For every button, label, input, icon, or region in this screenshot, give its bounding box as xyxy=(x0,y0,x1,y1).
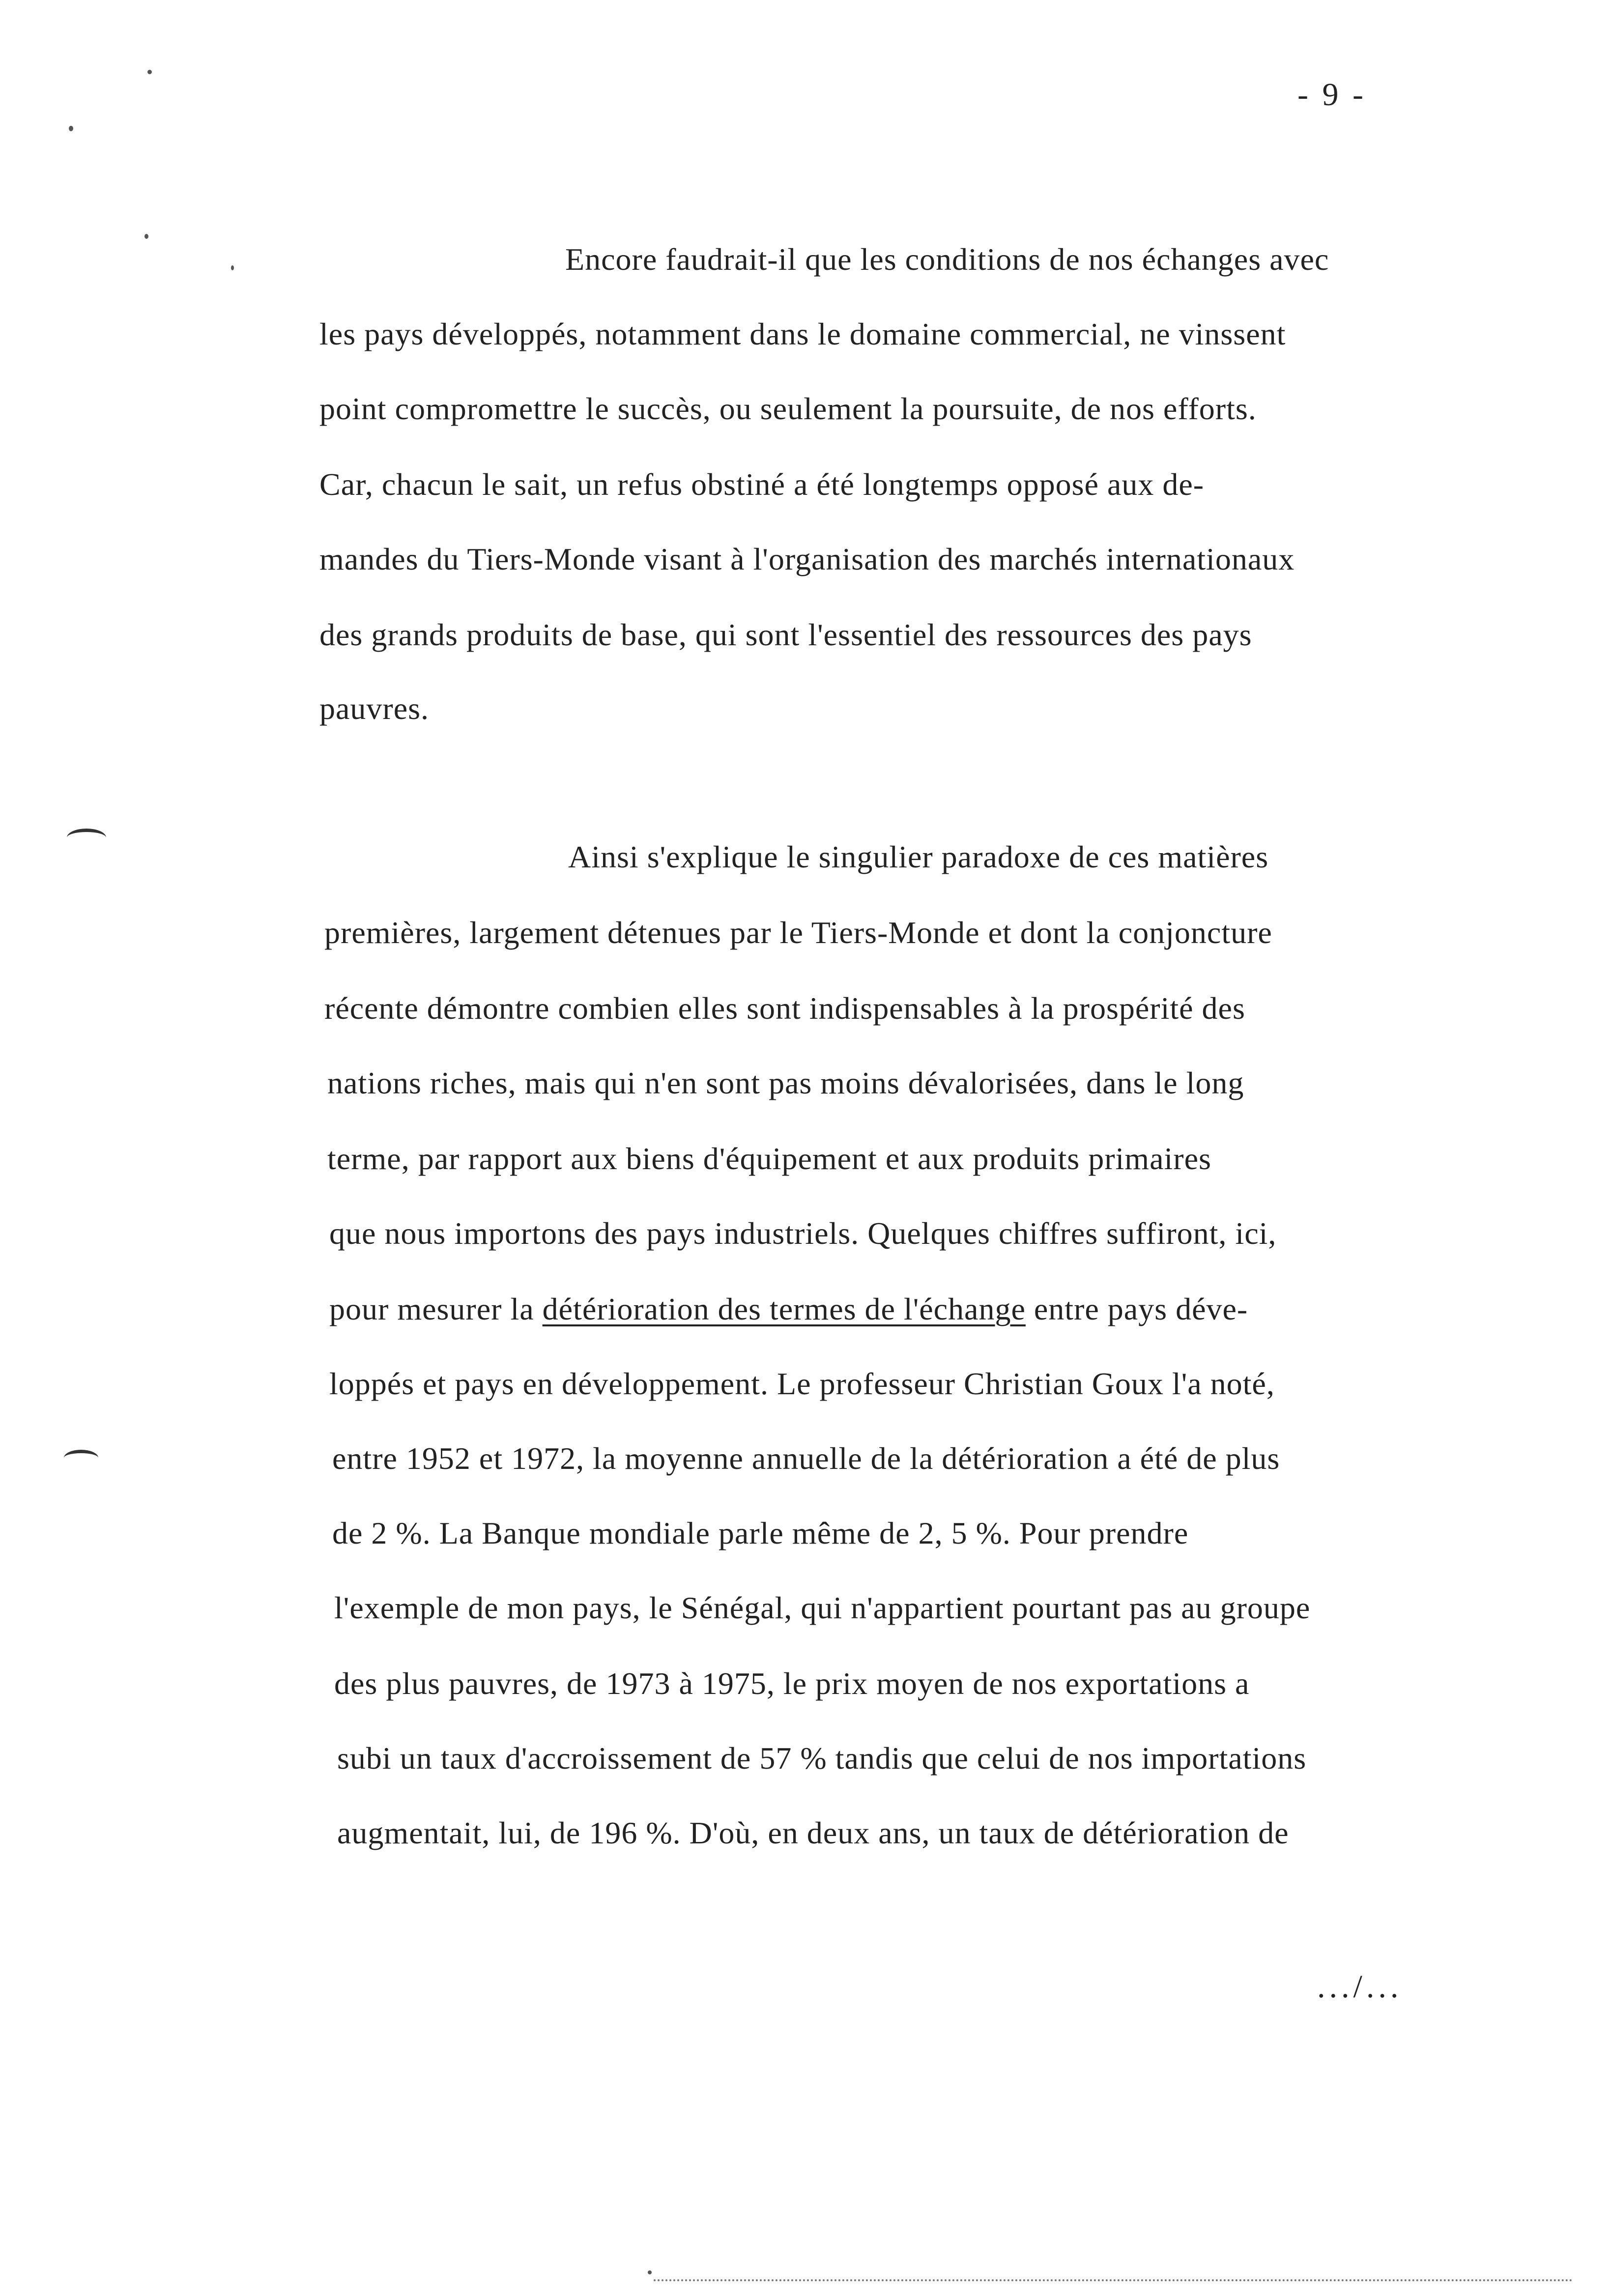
paragraph-line: des plus pauvres, de 1973 à 1975, le prix moyen de nos exportations a xyxy=(334,1666,1250,1701)
paragraph-line: des grands produits de base, qui sont l'essentiel des ressources des pays xyxy=(319,617,1252,652)
paragraph-line: augmentait, lui, de 196 %. D'où, en deux ans, un taux de détérioration de xyxy=(337,1815,1289,1850)
scan-speck xyxy=(147,70,152,74)
paragraph-line xyxy=(329,1293,1248,1325)
paragraph-line: nations riches, mais qui n'en sont pas moins dévalorisées, dans le long xyxy=(327,1065,1244,1100)
paragraph-line: mandes du Tiers-Monde visant à l'organisation des marchés internationaux xyxy=(319,542,1295,576)
paragraph-line: que nous importons des pays industriels. Quelques chiffres suffiront, ici, xyxy=(329,1216,1277,1251)
paragraph-line: de 2 %. La Banque mondiale parle même de 2, 5 %. Pour prendre xyxy=(332,1516,1189,1550)
paragraph-line: Encore faudrait-il que les conditions de nos échanges avec xyxy=(565,242,1329,277)
line-text: pour mesurer la xyxy=(329,1292,543,1326)
footer-rule xyxy=(654,2279,1573,2281)
paragraph-line: Ainsi s'explique le singulier paradoxe de ces matières xyxy=(568,839,1269,874)
paragraph-line: pauvres. xyxy=(319,691,430,726)
punch-hole-arc xyxy=(67,829,106,847)
paragraph-line: récente démontre combien elles sont indispensables à la prospérité des xyxy=(324,991,1245,1026)
underlined-phrase: détérioration des termes de l'échange xyxy=(542,1292,1026,1326)
scan-speck xyxy=(69,126,73,131)
paragraph-line: terme, par rapport aux biens d'équipement et aux produits primaires xyxy=(327,1141,1211,1176)
paragraph-line: subi un taux d'accroissement de 57 % tandis que celui de nos importations xyxy=(337,1741,1307,1776)
paragraph-line: premières, largement détenues par le Tiers-Monde et dont la conjoncture xyxy=(324,915,1272,950)
paragraph-line: les pays développés, notamment dans le domaine commercial, ne vinssent xyxy=(319,316,1286,351)
page-number: - 9 - xyxy=(1297,77,1366,113)
punch-hole-arc xyxy=(64,1450,98,1466)
paragraph-line: Car, chacun le sait, un refus obstiné a été longtemps opposé aux de- xyxy=(319,467,1205,502)
paragraph-line: entre 1952 et 1972, la moyenne annuelle de la détérioration a été de plus xyxy=(332,1441,1280,1476)
line-text: entre pays déve- xyxy=(1025,1292,1248,1326)
scan-speck xyxy=(144,234,148,239)
paragraph-line: loppés et pays en développement. Le professeur Christian Goux l'a noté, xyxy=(329,1366,1275,1401)
scan-speck xyxy=(648,2270,652,2274)
paragraph-line: point compromettre le succès, ou seulement la poursuite, de nos efforts. xyxy=(319,391,1257,426)
scan-speck xyxy=(231,265,234,270)
paragraph-line: l'exemple de mon pays, le Sénégal, qui n'appartient pourtant pas au groupe xyxy=(334,1590,1311,1625)
continuation-marker: .../... xyxy=(1317,1969,1403,2005)
